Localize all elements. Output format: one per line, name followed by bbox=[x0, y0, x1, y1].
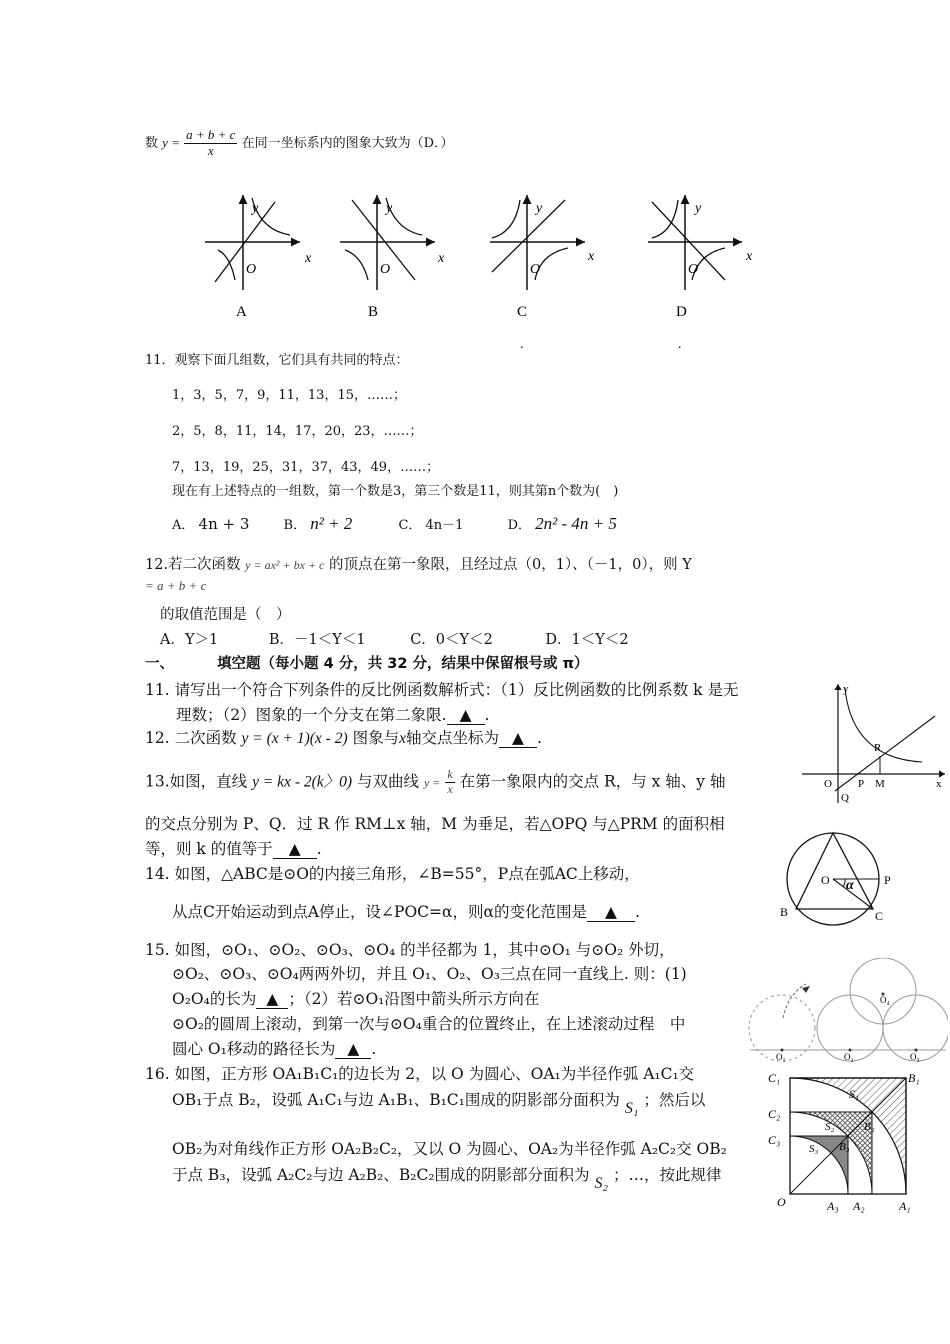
q11-opt-a-val: 4n + 3 bbox=[198, 515, 250, 533]
fill-q16-text-c: 于点 B₃，设弧 A₂C₂与边 A₂B₂、B₂C₂围成的阴影部分面积为 bbox=[172, 1166, 590, 1184]
fill-q16-text-a: OB₁于点 B₂，设弧 A₁C₁与边 A₁B₁、B₁C₁围成的阴影部分面积为 bbox=[172, 1091, 620, 1109]
q11-opt-d-val: 2n² - 4n + 5 bbox=[535, 514, 617, 533]
q12-expr: = a + b + c bbox=[145, 578, 207, 593]
fig14-b: B bbox=[780, 905, 789, 919]
fill-q13-num: k bbox=[447, 767, 453, 781]
fill-q16-line1: 16. 如图，正方形 OA₁B₁C₁的边长为 2，以 O 为圆心、OA₁为半径作弧 A₁C₁交 bbox=[145, 1065, 695, 1083]
fig16-b3: B₃ bbox=[839, 1141, 850, 1153]
fig16 bbox=[765, 1068, 935, 1216]
fig16-b2: B₂ bbox=[864, 1121, 875, 1133]
q10-fraction bbox=[184, 128, 237, 159]
graph-c-x: x bbox=[588, 249, 595, 264]
q10-denominator: x bbox=[207, 142, 214, 158]
fill-q13-period: . bbox=[316, 840, 322, 858]
q12-opt-b: B．－1＜Y＜1 bbox=[268, 632, 366, 648]
fill-q11-period: . bbox=[484, 706, 490, 724]
graph-c-y: y bbox=[536, 201, 543, 216]
fig16-a1: A₁ bbox=[899, 1199, 911, 1213]
fill-q13-line3 bbox=[145, 837, 322, 859]
fill-q13-y: y = bbox=[423, 775, 441, 790]
fill-q15-period: . bbox=[371, 1040, 377, 1058]
fig16-s2: S₂ bbox=[825, 1121, 835, 1133]
q12-options bbox=[160, 628, 629, 649]
fig13-r: R bbox=[874, 742, 882, 754]
fig16-a2: A₂ bbox=[853, 1199, 865, 1213]
q11-opt-c: C． 4n－1 bbox=[398, 518, 464, 533]
graph-a bbox=[205, 195, 312, 320]
fig13-p: P bbox=[858, 778, 865, 790]
q11-opt-b: B． bbox=[283, 518, 307, 533]
graph-c-dot: . bbox=[520, 337, 524, 352]
q10-suffix: 在同一坐标系内的图象大致为（D．） bbox=[241, 135, 454, 151]
section-num: 一、 bbox=[145, 656, 174, 672]
q12-opt-a: A．Y＞1 bbox=[160, 632, 219, 648]
fill-q13-den: x bbox=[447, 781, 453, 796]
graph-c bbox=[490, 195, 595, 352]
fig16-c2: C₂ bbox=[768, 1107, 781, 1121]
fill-q11-blank[interactable]: ▲ bbox=[447, 706, 485, 725]
fill-q15-text-a: O₂O₄的长为 bbox=[172, 990, 257, 1008]
fill-q15-line3 bbox=[172, 987, 539, 1009]
fill-q12-func: y = (x + 1)(x - 2) bbox=[241, 730, 348, 747]
fill-q12-blank[interactable]: ▲ bbox=[499, 729, 537, 748]
fill-q14-period: . bbox=[634, 903, 640, 921]
graph-a-o: O bbox=[246, 262, 257, 277]
fill-q13-line: y = kx - 2(k〉0) bbox=[252, 773, 353, 791]
fig16-c3: C₃ bbox=[768, 1133, 781, 1147]
graph-d-dot: . bbox=[678, 337, 682, 352]
fill-q12-line bbox=[145, 726, 542, 748]
fill-q15-line2: ⊙O₂、⊙O₃、⊙O₄两两外切，并且 O₁、O₂、O₃三点在同一直线上. 则：(1) bbox=[172, 965, 687, 983]
q12-opt-d: D．1＜Y＜2 bbox=[545, 632, 629, 648]
fill-q16-line4 bbox=[172, 1163, 722, 1192]
fill-q16-s2: S₂ bbox=[594, 1175, 609, 1192]
graph-d-o: O bbox=[688, 262, 699, 277]
graph-c-o: O bbox=[530, 262, 541, 277]
q12-pre: 12.若二次函数 bbox=[145, 557, 241, 573]
q11-row-3: 7，13，19，25，31，37，43，49，……； bbox=[172, 460, 440, 475]
fig15 bbox=[748, 958, 948, 1070]
fill-q13-text: 等，则 k 的值等于 bbox=[145, 840, 273, 858]
fig15-o1: O₁ bbox=[776, 1052, 786, 1062]
fig13-y: y bbox=[843, 683, 849, 695]
q12-func: y = ax² + bx + c bbox=[245, 558, 325, 572]
q10-line bbox=[145, 128, 454, 159]
fill-q11-text: 理数；（2）图象的一个分支在第二象限. bbox=[176, 706, 447, 724]
fig13-m: M bbox=[875, 778, 885, 790]
fill-q13-line1 bbox=[145, 768, 725, 797]
fig15-o4: O₄ bbox=[880, 995, 890, 1005]
graph-c-label: C bbox=[517, 304, 528, 320]
q12-line1 bbox=[145, 553, 692, 574]
graph-a-label: A bbox=[236, 304, 247, 320]
fig14-o: O bbox=[821, 873, 830, 887]
fig13-q: Q bbox=[841, 792, 849, 804]
q10-numerator: a + b + c bbox=[186, 127, 236, 142]
fig16-a3: A₃ bbox=[827, 1199, 839, 1213]
fig16-b1: B₁ bbox=[908, 1071, 920, 1085]
fill-q11-line1: 11. 请写出一个符合下列条件的反比例函数解析式：（1）反比例函数的比例系数 k 是无 bbox=[145, 681, 739, 699]
fig14-alpha: α bbox=[846, 878, 854, 893]
fill-q13-post: 在第一象限内的交点 R，与 x 轴、y 轴 bbox=[459, 772, 726, 791]
fill-q13-blank[interactable]: ▲ bbox=[273, 840, 317, 859]
graph-b-x: x bbox=[438, 251, 445, 266]
q11-opt-b-val: n² + 2 bbox=[310, 514, 353, 533]
q11-row-1: 1，3，5，7，9，11，13，15，……； bbox=[172, 388, 406, 403]
graph-d-label: D bbox=[676, 304, 687, 320]
fill-q14-line2 bbox=[172, 900, 640, 922]
q11-row-2: 2，5，8，11，14，17，20，23，……； bbox=[172, 424, 423, 439]
fill-q13-mid: 与双曲线 bbox=[357, 772, 420, 791]
fig14-p: P bbox=[884, 873, 891, 887]
graph-b bbox=[340, 195, 445, 320]
fill-q15-blank-1[interactable]: ▲ bbox=[256, 990, 288, 1009]
fig15-o3: O₃ bbox=[910, 1052, 920, 1062]
fill-q13-fraction bbox=[445, 768, 454, 797]
fig16-o: O bbox=[777, 1195, 786, 1209]
graph-d-x: x bbox=[746, 249, 753, 264]
fill-q15-blank-2[interactable]: ▲ bbox=[335, 1040, 371, 1059]
fill-q15-line1: 15. 如图，⊙O₁、⊙O₂、⊙O₃、⊙O₄ 的半径都为 1，其中⊙O₁ 与⊙O₂ 外切， bbox=[145, 941, 675, 959]
graph-b-o: O bbox=[380, 262, 391, 277]
fill-q15-text-b: ；（2）若⊙O₁沿图中箭头所示方向在 bbox=[288, 990, 540, 1008]
q11-opt-d: D． bbox=[507, 518, 532, 533]
fill-q14-line1: 14. 如图，△ABC是⊙O的内接三角形，∠B=55°，P点在弧AC上移动， bbox=[145, 865, 640, 883]
fig15-o2: O₂ bbox=[844, 1052, 854, 1062]
fill-q12-period: . bbox=[537, 729, 542, 747]
graph-d bbox=[648, 195, 753, 352]
graph-a-y: y bbox=[252, 201, 259, 216]
fill-q13-line2: 的交点分别为 P、Q．过 R 作 RM⊥x 轴，M 为垂足，若△OPQ 与△PRM 的面积相 bbox=[145, 815, 725, 833]
section-heading bbox=[145, 652, 589, 673]
fill-q16-text-d: ；…，按此规律 bbox=[613, 1166, 722, 1184]
fill-q11-line2 bbox=[176, 703, 489, 725]
q11-stem: 11．观察下面几组数，它们具有共同的特点： bbox=[145, 353, 409, 368]
fig16-c1: C₁ bbox=[768, 1071, 781, 1085]
graph-d-y: y bbox=[695, 201, 702, 216]
q11-question: 现在有上述特点的一组数，第一个数是3，第三个数是11，则其第n个数为( ) bbox=[172, 484, 619, 499]
graph-b-label: B bbox=[368, 304, 379, 320]
fill-q15-line4: ⊙O₂的圆周上滚动，到第一次与⊙O₄重合的位置终止，在上述滚动过程 中 bbox=[172, 1015, 686, 1033]
fig13-o: O bbox=[824, 778, 832, 790]
fill-q14-blank[interactable]: ▲ bbox=[587, 903, 635, 922]
fill-q12-post: 图象与 bbox=[352, 729, 400, 747]
section-title: 填空题（每小题 4 分，共 32 分，结果中保留根号或 π） bbox=[217, 656, 589, 672]
q10-prefix: 数 bbox=[145, 135, 159, 151]
graph-b-y: y bbox=[386, 201, 393, 216]
fig13-x: x bbox=[936, 778, 942, 790]
fill-q12-end: 轴交点坐标为 bbox=[405, 729, 499, 747]
fill-q13-pre: 13.如图，直线 bbox=[145, 772, 248, 791]
q11-opt-a: A． bbox=[172, 518, 195, 533]
q12-post: 的顶点在第一象限，且经过点（0，1）、（－1，0），则 Y bbox=[328, 557, 692, 573]
fig16-s1: S₁ bbox=[849, 1087, 860, 1101]
fill-q16-s1: S₁ bbox=[624, 1100, 639, 1117]
fig14-c: C bbox=[875, 909, 884, 923]
q12-range: 的取值范围是（ ） bbox=[160, 607, 291, 623]
fill-q16-text-b: ；然后以 bbox=[643, 1091, 706, 1109]
q10-y: y = bbox=[162, 134, 180, 150]
fill-q15-line5 bbox=[172, 1037, 376, 1059]
graph-a-x: x bbox=[305, 251, 312, 266]
fill-q12-x: x bbox=[399, 730, 406, 747]
q12-opt-c: C．0＜Y＜2 bbox=[410, 632, 493, 648]
fill-q16-line3: OB₂为对角线作正方形 OA₂B₂C₂，又以 O 为圆心、OA₂为半径作弧 A₂C₂交 OB₂ bbox=[172, 1140, 727, 1158]
fill-q12-pre: 12. 二次函数 bbox=[145, 729, 237, 747]
fig13 bbox=[800, 678, 948, 818]
fill-q16-line2 bbox=[172, 1088, 706, 1117]
fill-q14-text: 从点C开始运动到点A停止，设∠POC=α，则α的变化范围是 bbox=[172, 903, 587, 921]
fig16-s3: S₃ bbox=[809, 1143, 819, 1155]
q11-options bbox=[172, 514, 617, 534]
fill-q15-text-c: 圆心 O₁移动的路径长为 bbox=[172, 1040, 336, 1058]
fig14 bbox=[778, 826, 898, 926]
